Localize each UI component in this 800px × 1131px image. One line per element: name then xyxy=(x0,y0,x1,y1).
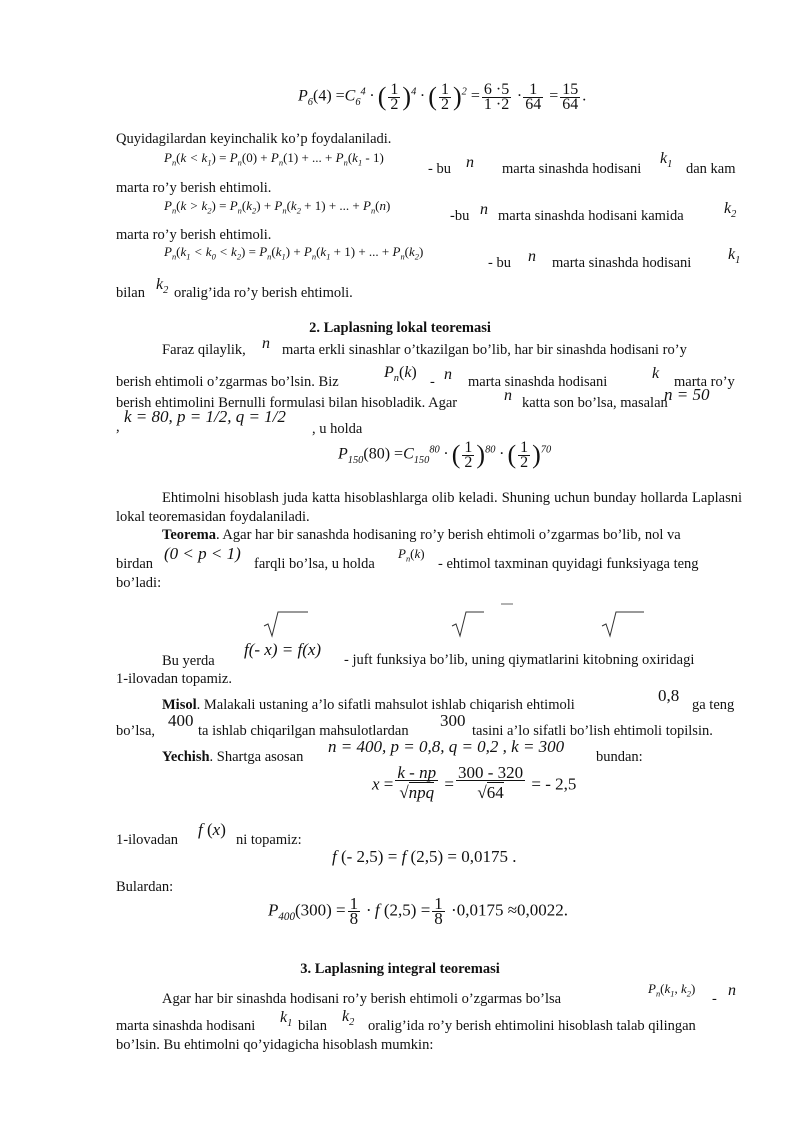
zero-one-range: (0 < p < 1) xyxy=(164,544,241,563)
f3-desc-a: - bu xyxy=(488,255,511,271)
f2-desc-b: marta sinashda hodisani kamida xyxy=(498,208,684,224)
p4-line2a: marta sinashda hodisani xyxy=(116,1018,256,1034)
f3-desc-d: oralig’ida ro’y berish ehtimoli. xyxy=(174,285,353,301)
f2-desc-a: -bu xyxy=(450,208,470,224)
var-n: n xyxy=(262,335,270,352)
comma: , xyxy=(116,419,120,435)
p4-line3: bo’lsin. Bu ehtimolni qo’yidagicha hisoblash mumkin: xyxy=(116,1037,434,1053)
theorem-line2a: birdan xyxy=(116,556,154,572)
intro-text: Quyidagilardan keyinchalik ko’p foydalaniladi. xyxy=(116,131,392,147)
p2-line3a: berish ehtimolini Bernulli formulasi bilan hisobladik. Agar xyxy=(116,395,458,411)
var-n: n xyxy=(528,248,536,265)
p2-line2d: marta ro’y xyxy=(674,374,735,390)
theorem-line3: bo’ladi: xyxy=(116,575,162,591)
juft-text: - juft funksiya bo’lib, uning qiymatlarini kitobning oxiridagi xyxy=(344,652,695,668)
bundan: bundan: xyxy=(596,749,643,765)
misol-line1 xyxy=(162,696,575,714)
theorem-label: Teorema xyxy=(162,527,216,543)
formula-f1: $P_n(k < k_1) = P_n(0) + P_n(1)$ + ... + $P_n(k_1 - 1)$ xyxy=(164,150,384,168)
p2-line2b: - xyxy=(430,374,435,390)
formula-p150: $P_{150}(80) =C_{150}^{80}$ · ( $\frac{1}{2}$ )$^{80}$ · ( $\frac{1}{2}$ )$^{70}$ xyxy=(338,438,552,471)
theorem-line2c: - ehtimol taxminan quyidagi funksiyaga teng xyxy=(438,556,699,572)
bu-yerda: Bu yerda xyxy=(162,653,215,669)
f3-desc-b: marta sinashda hodisani xyxy=(552,255,692,271)
ilova-text: 1-ilovadan topamiz. xyxy=(116,671,232,687)
p2-line1a: Faraz qilaylik, xyxy=(162,342,246,358)
var-k1: $k_1$ xyxy=(728,246,741,267)
radical-sign-3 xyxy=(600,610,646,640)
var-k2: $k_2$ xyxy=(724,200,737,221)
p2-line2c: marta sinashda hodisani xyxy=(468,374,608,390)
var-k1: $k_1$ xyxy=(280,1009,293,1030)
overline-mark xyxy=(500,602,514,606)
var-n: n xyxy=(466,154,474,171)
f1-desc-b: marta sinashda hodisani xyxy=(502,161,642,177)
formula-f-calc: f (- 2,5) = f (2,5) = 0,0175 . xyxy=(332,847,517,866)
example-kpq: k = 80, p = 1/2, q = 1/2 xyxy=(124,407,286,426)
radical-sign-1 xyxy=(262,610,310,640)
var-n: n xyxy=(504,387,512,404)
example-n: n = 50 xyxy=(664,385,710,404)
formula-f3: $P_n(k_1 < k_0 < k_2) = P_n(k_1) + P_n(k_1 + 1)$ + ... + $P_n(k_2)$ xyxy=(164,244,424,262)
misol-text: . Malakali ustaning a’lo sifatli mahsulot ishlab chiqarish ehtimoli xyxy=(196,697,575,713)
var-k1: $k_1$ xyxy=(660,150,673,171)
f3-desc-c: bilan xyxy=(116,285,145,301)
target-value: 300 xyxy=(440,711,466,730)
misol-line2b: ta ishlab chiqarilgan mahsulotlardan xyxy=(198,723,409,739)
p4-line2c: oralig’ida ro’y berish ehtimolini hisoblash talab qilingan xyxy=(368,1018,696,1034)
formula-p400: $P_{400}(300)$ = $\frac{1}{8}$ · f (2,5) = $\frac{1}{8}$ ·0,0175 ≈0,0022. xyxy=(268,894,569,928)
var-k2: $k_2$ xyxy=(342,1008,355,1029)
section-heading-3: 3. Laplasning integral teoremasi xyxy=(300,961,500,977)
formula-pnk1k2: $P_n(k_1$, $k_2$) xyxy=(648,981,696,999)
radical-sign-2 xyxy=(450,610,486,640)
f1-desc-c: dan kam xyxy=(686,161,736,177)
misol-label: Misol xyxy=(162,697,197,713)
p4-line2b: bilan xyxy=(298,1018,327,1034)
formula-pnk: $P_n(k)$ xyxy=(384,364,417,385)
var-k: k xyxy=(652,365,660,382)
formula-x-calc: x = $\frac{k - np}{\text{√npq}}$ = $\frac{300 - 320}{√64}$ = - 2,5 xyxy=(372,763,577,802)
p4-line1a: Agar har bir sinashda hodisani ro’y berish ehtimoli o’zgarmas bo’lsa xyxy=(162,991,562,1007)
var-n: n xyxy=(480,201,488,218)
total-value: 400 xyxy=(168,711,194,730)
p2-line2a: berish ehtimoli o’zgarmas bo’lsin. Biz xyxy=(116,374,339,390)
misol-line2c: tasini a’lo sifatli bo’lish ehtimoli topilsin. xyxy=(472,723,713,739)
even-function: f(- x) = f(x) xyxy=(244,640,322,659)
misol-line1b: ga teng xyxy=(692,697,735,713)
params: n = 400, p = 0,8, q = 0,2 , k = 300 xyxy=(328,737,565,756)
bulardan: Bulardan: xyxy=(116,879,174,895)
ilova2b: ni topamiz: xyxy=(236,832,302,848)
theorem-line1 xyxy=(162,526,681,544)
p2-line3b: katta son bo’lsa, masalan xyxy=(522,395,668,411)
p2-line4: , u holda xyxy=(312,421,363,437)
f1-desc-a: - bu xyxy=(428,161,451,177)
formula-p6: $P_6(4) =C_6^4$ · ( $\frac{1}{2}$ )$^4$ · ( $\frac{1}{2}$ )$^2$ = $\frac{6 \cdot 5}{1 \cdot 2}$ · $\frac{1}{64}$ = $\frac{15}{64}$ . xyxy=(298,80,587,113)
formula-f2: $P_n(k > k_2) = P_n(k_2) + P_n(k_2 + 1)$ + ... + $P_n(n)$ xyxy=(164,198,391,216)
prob-value: 0,8 xyxy=(658,686,680,705)
var-k2: $k_2$ xyxy=(156,276,169,297)
paragraph-3: Ehtimolni hisoblash juda katta hisoblashlarga olib keladi. Shuning uchun bunday hollarda Laplasni lokal teoremasidan foydalaniladi. xyxy=(116,490,742,525)
formula-pnk-small: $P_n(k)$ xyxy=(398,546,425,564)
var-n: n xyxy=(444,366,452,383)
p4-line1b: - xyxy=(712,991,717,1007)
f2-desc-d: marta ro’y berish ehtimoli. xyxy=(116,227,272,243)
theorem-line2b: farqli bo’lsa, u holda xyxy=(254,556,375,572)
fx: f (x) xyxy=(198,820,226,839)
yechish-label: Yechish xyxy=(162,749,210,765)
yechish-line xyxy=(162,748,303,766)
ilova2a: 1-ilovadan xyxy=(116,832,179,848)
section-heading-2: 2. Laplasning lokal teoremasi xyxy=(309,320,491,336)
p2-line1b: marta erkli sinashlar o’tkazilgan bo’lib, har bir sinashda hodisani ro’y xyxy=(282,342,687,358)
yechish-text: . Shartga asosan xyxy=(209,749,304,765)
var-n: n xyxy=(728,982,736,999)
f1-desc-d: marta ro’y berish ehtimoli. xyxy=(116,180,272,196)
theorem-text: . Agar har bir sanashda hodisaning ro’y berish ehtimoli o’zgarmas bo’lib, nol va xyxy=(215,527,681,543)
misol-line2a: bo’lsa, xyxy=(116,723,156,739)
